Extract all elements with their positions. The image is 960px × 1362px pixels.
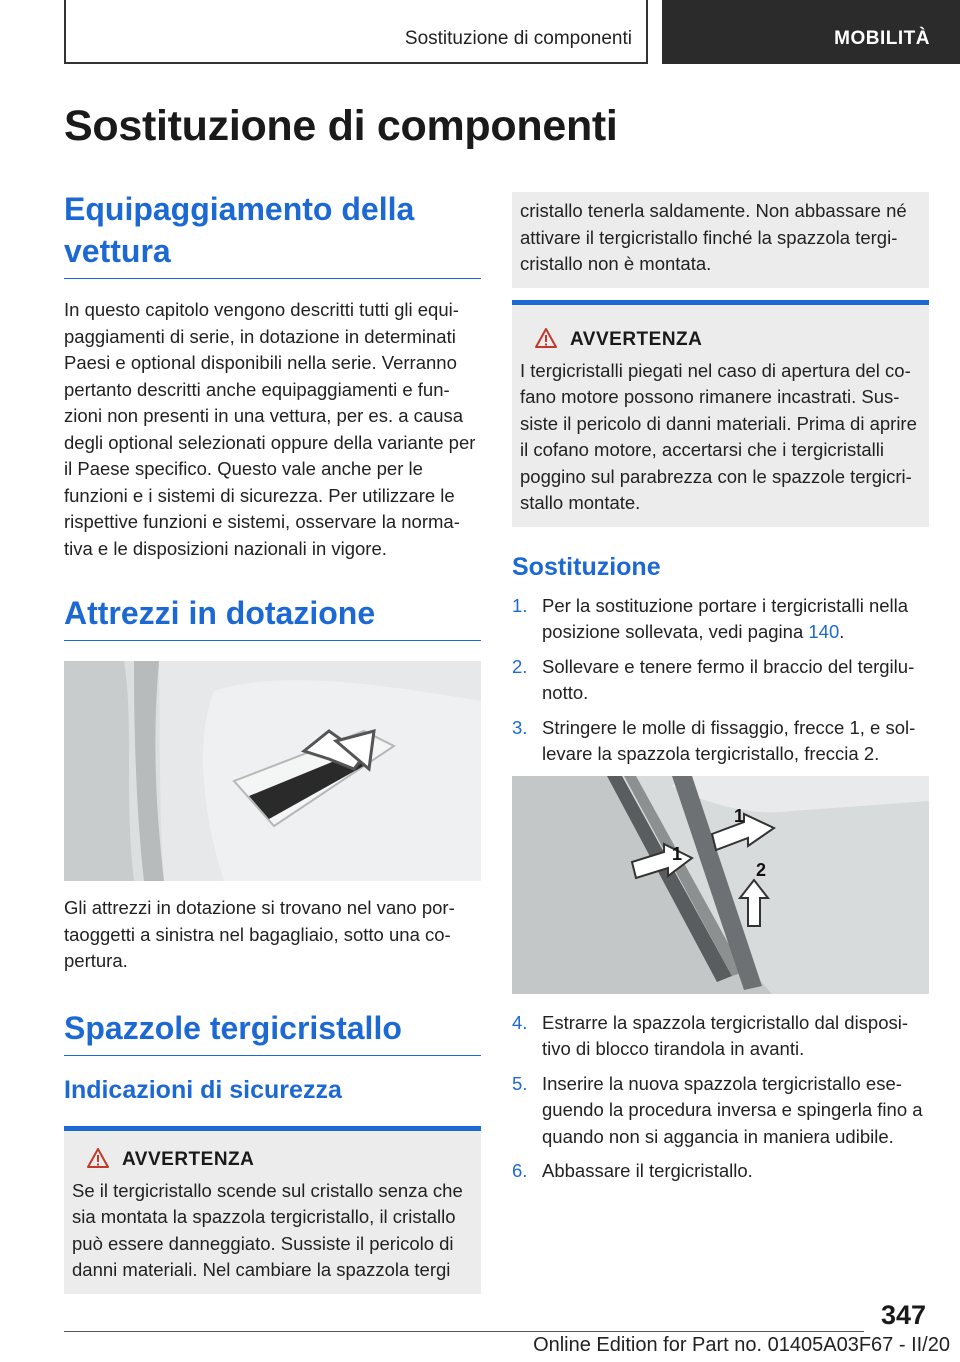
- wiper-removal-image: [512, 776, 929, 994]
- tools-text: Gli attrezzi in dotazione si trovano nel vano portaoggetti a sinistra nel bagagliaio, sotto una copertura.: [64, 897, 455, 971]
- step-item: [512, 1071, 929, 1151]
- warning-box-2: [512, 300, 929, 527]
- replace-steps-list: [512, 593, 929, 768]
- page-number: 347: [880, 1300, 926, 1330]
- step-number: 4.: [512, 1011, 528, 1033]
- header-chapter-tab[interactable]: [662, 0, 960, 64]
- step-number: 1.: [512, 594, 528, 616]
- step-number: 6.: [512, 1160, 528, 1181]
- safety-heading: Indicazioni di sicurezza: [64, 1075, 342, 1104]
- step-item: [512, 654, 929, 707]
- warning-2-text: I tergicristalli piegati nel caso di apertura del cofano motore possono rimanere incastrati. Sussiste il pericolo di danni materiali. Prima di aprire il cofano motore, accertarsi che i tergicristalli poggino sul parabrezza con le spazzole tergicristallo montate.: [520, 359, 917, 513]
- warning-triangle-icon: [86, 1147, 110, 1174]
- right-column: [512, 192, 929, 1193]
- replace-heading: Sostituzione: [512, 552, 661, 581]
- step-text: Estrarre la spazzola tergicristallo dal dispositivo di blocco tirandola in avanti.: [542, 1011, 909, 1059]
- step-number: 2.: [512, 655, 528, 677]
- warning-2-title: AVVERTENZA: [570, 329, 703, 350]
- page-title: Sostituzione di componenti: [64, 102, 618, 150]
- warning-1-text-continued: cristallo tenerla saldamente. Non abbassare né attivare il tergicristallo finché la spazzola tergicristallo non è montata.: [520, 200, 907, 274]
- warning-1-title: AVVERTENZA: [122, 1149, 255, 1170]
- header-chapter-label: MOBILITÀ: [834, 28, 930, 49]
- header-frame: [64, 0, 648, 64]
- tools-heading: Attrezzi in dotazione: [64, 592, 481, 641]
- footer-edition: Online Edition for Part no. 01405A03F67 - II/20: [533, 1334, 950, 1356]
- page-reference-link[interactable]: 140: [808, 621, 840, 642]
- wiper-heading: Spazzole tergicristallo: [64, 1007, 481, 1056]
- equipment-heading: Equipaggiamento della vettura: [64, 188, 481, 279]
- step-item: [512, 715, 929, 768]
- step-number: 5.: [512, 1072, 528, 1094]
- step-text: Per la sostituzione portare i tergicristalli nella posizione sollevata, vedi pagina: [542, 594, 909, 642]
- left-column: [64, 188, 481, 1294]
- step-item: [512, 1010, 929, 1063]
- step-text-end: .: [839, 621, 845, 642]
- warning-box-1-continued: [512, 192, 929, 288]
- footer-divider: [64, 1331, 864, 1332]
- step-item: [512, 1158, 929, 1185]
- equipment-text: In questo capitolo vengono descritti tutti gli equipaggiamenti di serie, in dotazione in determinati Paesi e optional disponibili nella serie. Verranno pertanto descritti anche equipaggiamenti e funzioni non presenti in una vettura, per es. a causa degli optional selezionati oppure della variante per il Paese specifico. Questo vale anche per le funzioni e i sistemi di sicurezza. Per utilizzare le rispettive funzioni e sistemi, osservare la normativa e le disposizioni nazionali in vigore.: [64, 299, 476, 559]
- header-section-title: Sostituzione di componenti: [404, 28, 632, 49]
- replace-steps-list-continued: [512, 1010, 929, 1185]
- step-text: Stringere le molle di fissaggio, frecce 1, e sollevare la spazzola tergicristallo, freccia 2.: [542, 716, 916, 764]
- step-text: Sollevare e tenere fermo il braccio del tergilunotto.: [542, 655, 915, 703]
- figure-label: 1: [672, 843, 683, 864]
- warning-triangle-icon: [534, 327, 558, 354]
- step-text: Abbassare il tergicristallo.: [542, 1160, 753, 1181]
- step-number: 3.: [512, 716, 528, 738]
- step-item: [512, 593, 929, 646]
- warning-box-1: [64, 1126, 481, 1294]
- step-text: Inserire la nuova spazzola tergicristallo eseguendo la procedura inversa e spingerla fino a quando non si aggancia in maniera udibile.: [542, 1072, 923, 1147]
- figure-label: 2: [756, 859, 767, 880]
- figure-label: 1: [734, 805, 745, 826]
- tools-compartment-image: [64, 661, 481, 881]
- warning-1-text: Se il tergicristallo scende sul cristallo senza che sia montata la spazzola tergicristallo, il cristallo può essere danneggiato. Sussiste il pericolo di danni materiali. Nel cambiare la spazzola tergi: [72, 1179, 463, 1280]
